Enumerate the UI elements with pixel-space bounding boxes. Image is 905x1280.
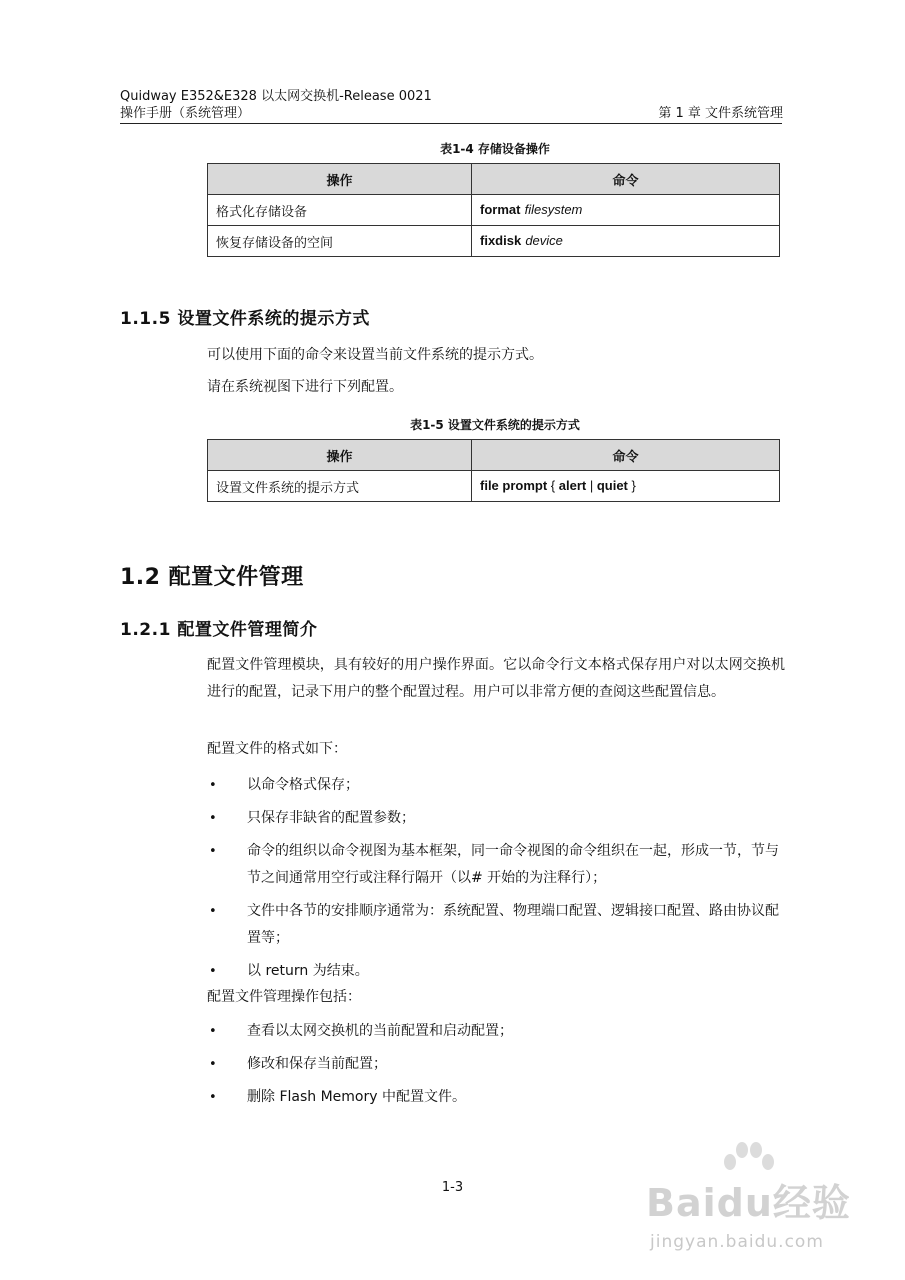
ops-list xyxy=(207,1018,785,1117)
table5 xyxy=(207,439,780,502)
table-row xyxy=(208,471,780,502)
col-header-cmd: 命令 xyxy=(472,440,780,471)
list-item: • 只保存非缺省的配置参数； xyxy=(207,805,785,832)
col-header-op: 操作 xyxy=(208,440,472,471)
cell-op: 格式化存储设备 xyxy=(208,195,472,226)
col-header-cmd: 命令 xyxy=(472,164,780,195)
cell-cmd xyxy=(472,195,780,226)
section-1-2-title: 1.2 配置文件管理 xyxy=(120,565,304,590)
list-item: • 修改和保存当前配置； xyxy=(207,1051,785,1078)
col-header-op: 操作 xyxy=(208,164,472,195)
header-chapter: 第 1 章 文件系统管理 xyxy=(658,106,783,121)
ops-lead: 配置文件管理操作包括： xyxy=(207,989,361,1005)
cell-cmd xyxy=(472,226,780,257)
table-row xyxy=(208,226,780,257)
cell-op: 设置文件系统的提示方式 xyxy=(208,471,472,502)
header-rule xyxy=(120,123,782,124)
section-1-2-1-intro: 配置文件管理模块，具有较好的用户操作界面。它以命令行文本格式保存用户对以太网交换机进行的配置，记录下用户的整个配置过程。用户可以非常方便的查阅这些配置信息。 xyxy=(207,657,785,700)
cmd-brace-close: } xyxy=(627,478,636,493)
cell-op: 恢复存储设备的空间 xyxy=(208,226,472,257)
watermark-url: jingyan.baidu.com xyxy=(650,1232,824,1252)
table4-caption: 表1-4 存储设备操作 xyxy=(440,142,550,156)
cmd-keyword: fixdisk xyxy=(480,233,522,248)
list-item: • 删除 Flash Memory 中配置文件。 xyxy=(207,1084,785,1111)
running-header xyxy=(120,88,432,122)
section-1-1-5-para2: 请在系统视图下进行下列配置。 xyxy=(207,379,403,395)
table5-caption: 表1-5 设置文件系统的提示方式 xyxy=(410,418,580,432)
header-product: Quidway E352&E328 以太网交换机-Release 0021 xyxy=(120,89,432,104)
header-manual: 操作手册（系统管理） xyxy=(120,106,251,121)
cmd-param: filesystem xyxy=(524,202,583,217)
cmd-brace-open: { xyxy=(547,478,559,493)
cmd-keyword: file prompt xyxy=(480,478,548,493)
table-header-row xyxy=(208,164,780,195)
table-row xyxy=(208,195,780,226)
cmd-keyword: format xyxy=(480,202,521,217)
list-item: • 以命令格式保存； xyxy=(207,772,785,799)
list-item: • 命令的组织以命令视图为基本框架，同一命令视图的命令组织在一起，形成一节，节与节之间通常用空行或注释行隔开（以# 开始的为注释行）； xyxy=(207,838,785,892)
table4 xyxy=(207,163,780,257)
format-lead: 配置文件的格式如下： xyxy=(207,741,347,757)
format-list xyxy=(207,772,785,991)
watermark-brand: Baidu经验 xyxy=(646,1181,851,1225)
table-header-row xyxy=(208,440,780,471)
list-item: • 文件中各节的安排顺序通常为：系统配置、物理端口配置、逻辑接口配置、路由协议配置等； xyxy=(207,898,785,952)
cmd-option-alert: alert xyxy=(558,478,587,493)
section-1-2-1-title: 1.2.1 配置文件管理简介 xyxy=(120,620,318,640)
page-number: 1-3 xyxy=(441,1180,464,1195)
section-1-1-5-title: 1.1.5 设置文件系统的提示方式 xyxy=(120,309,370,329)
section-1-1-5-para1: 可以使用下面的命令来设置当前文件系统的提示方式。 xyxy=(207,347,543,363)
cmd-option-quiet: quiet xyxy=(596,478,628,493)
cmd-param: device xyxy=(525,233,563,248)
list-item: • 查看以太网交换机的当前配置和启动配置； xyxy=(207,1018,785,1045)
list-item: • 以 return 为结束。 xyxy=(207,958,785,985)
cmd-separator: | xyxy=(586,478,597,493)
cell-cmd xyxy=(472,471,780,502)
